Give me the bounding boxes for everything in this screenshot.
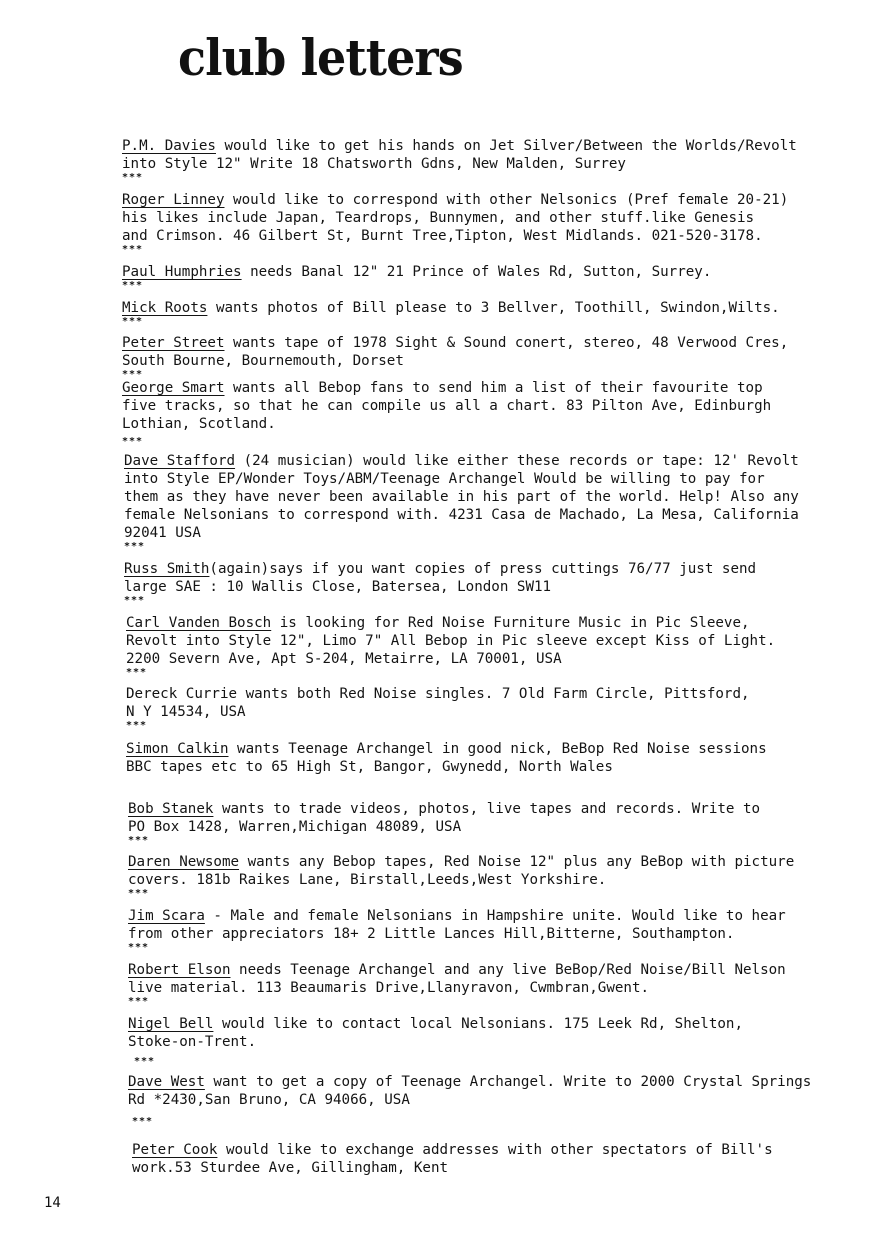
- entry-separator: ***: [124, 595, 146, 606]
- letter-text: Lothian, Scotland.: [122, 416, 276, 432]
- letter-text: covers. 181b Raikes Lane, Birstall,Leeds,West Yorkshire.: [128, 872, 607, 888]
- entry-separator: ***: [134, 1056, 156, 1067]
- member-name: Dave West: [128, 1074, 205, 1090]
- letter-text: would like to contact local Nelsonians. 175 Leek Rd, Shelton,: [213, 1016, 744, 1032]
- letter-text: is looking for Red Noise Furniture Music in Pic Sleeve,: [271, 615, 750, 631]
- letter-text: wants photos of Bill please to 3 Bellver, Toothill, Swindon,Wilts.: [207, 300, 780, 316]
- member-name: Bob Stanek: [128, 801, 214, 817]
- entry-separator: ***: [122, 244, 144, 255]
- letter-entry-dave-stafford: [124, 452, 844, 552]
- letter-text: wants both Red Noise singles. 7 Old Farm Circle, Pittsford,: [237, 686, 750, 702]
- letter-text: and Crimson. 46 Gilbert St, Burnt Tree,Tipton, West Midlands. 021-520-3178.: [122, 228, 763, 244]
- member-name: P.M. Davies: [122, 138, 216, 154]
- letter-text: work.53 Sturdee Ave, Gillingham, Kent: [132, 1160, 449, 1176]
- letter-entry-russ-smith: [124, 560, 844, 606]
- entry-separator: ***: [132, 1116, 154, 1127]
- letter-text: would like to get his hands on Jet Silver/Between the Worlds/Revolt: [215, 138, 797, 154]
- letter-text: into Style EP/Wonder Toys/ABM/Teenage Archangel Would be willing to pay for: [124, 471, 765, 487]
- member-name: Daren Newsome: [128, 854, 240, 870]
- member-name: Carl Vanden Bosch: [126, 615, 272, 631]
- letter-text: wants any Bebop tapes, Red Noise 12" plus any BeBop with picture: [239, 854, 795, 870]
- member-name: Roger Linney: [122, 192, 225, 208]
- letter-entry-bob-stanek: [128, 800, 848, 846]
- letter-entry-simon-calkin: [126, 740, 846, 776]
- entry-separator: ***: [126, 720, 148, 731]
- letter-text: BBC tapes etc to 65 High St, Bangor, Gwynedd, North Wales: [126, 759, 613, 775]
- member-name: Dave Stafford: [124, 453, 236, 469]
- letter-text: (again)says if you want copies of press cuttings 76/77 just send: [209, 561, 757, 577]
- page-number: 14: [44, 1195, 61, 1211]
- letter-text: from other appreciators 18+ 2 Little Lances Hill,Bitterne, Southampton.: [128, 926, 735, 942]
- letter-entry-roger-linney: [122, 191, 842, 255]
- member-name: Mick Roots: [122, 300, 208, 316]
- letter-entry-mick-roots: [122, 299, 842, 327]
- member-name: Nigel Bell: [128, 1016, 214, 1032]
- letter-text: South Bourne, Bournemouth, Dorset: [122, 353, 404, 369]
- entry-separator: ***: [128, 942, 150, 953]
- member-name: Robert Elson: [128, 962, 231, 978]
- letter-entry-peter-cook: [132, 1141, 852, 1177]
- letter-text: want to get a copy of Teenage Archangel. Write to 2000 Crystal Springs: [204, 1074, 812, 1090]
- letter-entry-carl-vanden-bosch: [126, 614, 846, 678]
- letter-entry-pm-davies: [122, 137, 842, 183]
- entry-separator: ***: [124, 541, 146, 552]
- letter-text: wants all Bebop fans to send him a list of their favourite top: [224, 380, 763, 396]
- letter-text: female Nelsonians to correspond with. 4231 Casa de Machado, La Mesa, California: [124, 507, 799, 523]
- entry-separator: ***: [128, 996, 150, 1007]
- entry-separator: ***: [122, 172, 144, 183]
- member-name: George Smart: [122, 380, 225, 396]
- letter-entry-dereck-currie: [126, 685, 846, 731]
- letter-text: needs Teenage Archangel and any live BeBop/Red Noise/Bill Nelson: [230, 962, 786, 978]
- letter-text: Stoke-on-Trent.: [128, 1034, 257, 1050]
- member-name: Russ Smith: [124, 561, 210, 577]
- letter-text: PO Box 1428, Warren,Michigan 48089, USA: [128, 819, 462, 835]
- letter-text: 2200 Severn Ave, Apt S-204, Metairre, LA 70001, USA: [126, 651, 562, 667]
- letter-text: would like to exchange addresses with other spectators of Bill's: [217, 1142, 773, 1158]
- letter-text: N Y 14534, USA: [126, 704, 246, 720]
- letter-text: his likes include Japan, Teardrops, Bunnymen, and other stuff.like Genesis: [122, 210, 755, 226]
- entry-separator: ***: [122, 280, 144, 291]
- letter-entry-jim-scara: [128, 907, 848, 953]
- member-name: Peter Cook: [132, 1142, 218, 1158]
- letter-entry-robert-elson: [128, 961, 848, 1007]
- letter-entry-daren-newsome: [128, 853, 848, 899]
- member-name: Simon Calkin: [126, 741, 229, 757]
- entry-separator: ***: [128, 888, 150, 899]
- letter-entry-peter-street: [122, 334, 842, 380]
- letter-text: would like to correspond with other Nelsonics (Pref female 20-21): [224, 192, 789, 208]
- letter-text: wants tape of 1978 Sight & Sound conert, stereo, 48 Verwood Cres,: [224, 335, 789, 351]
- entry-separator: ***: [122, 436, 144, 447]
- letter-text: them as they have never been available in his part of the world. Help! Also any: [124, 489, 799, 505]
- letter-text: - Male and female Nelsonians in Hampshire unite. Would like to hear: [204, 908, 786, 924]
- entry-separator: ***: [122, 369, 144, 380]
- member-name: Peter Street: [122, 335, 225, 351]
- member-name: Paul Humphries: [122, 264, 242, 280]
- member-name: Dereck Currie: [126, 686, 238, 702]
- entry-separator: ***: [122, 316, 144, 327]
- letter-text: 92041 USA: [124, 525, 201, 541]
- letter-text: into Style 12" Write 18 Chatsworth Gdns, New Malden, Surrey: [122, 156, 626, 172]
- member-name: Jim Scara: [128, 908, 205, 924]
- letter-entry-nigel-bell: [128, 1015, 848, 1067]
- entry-separator: ***: [126, 667, 148, 678]
- entry-separator: ***: [128, 835, 150, 846]
- letter-text: Revolt into Style 12", Limo 7" All Bebop in Pic sleeve except Kiss of Light.: [126, 633, 776, 649]
- letter-entry-dave-west: [128, 1073, 848, 1127]
- letter-text: wants to trade videos, photos, live tapes and records. Write to: [213, 801, 761, 817]
- letter-text: live material. 113 Beaumaris Drive,Llanyravon, Cwmbran,Gwent.: [128, 980, 650, 996]
- letter-text: (24 musician) would like either these records or tape: 12' Revolt: [235, 453, 799, 469]
- letter-text: wants Teenage Archangel in good nick, BeBop Red Noise sessions: [228, 741, 767, 757]
- letter-text: five tracks, so that he can compile us all a chart. 83 Pilton Ave, Edinburgh: [122, 398, 772, 414]
- page-title: club letters: [178, 28, 463, 87]
- letter-text: large SAE : 10 Wallis Close, Batersea, London SW11: [124, 579, 552, 595]
- letter-entry-george-smart: [122, 379, 842, 447]
- letter-text: needs Banal 12" 21 Prince of Wales Rd, Sutton, Surrey.: [241, 264, 712, 280]
- letter-entry-paul-humphries: [122, 263, 842, 291]
- letter-text: Rd *2430,San Bruno, CA 94066, USA: [128, 1092, 410, 1108]
